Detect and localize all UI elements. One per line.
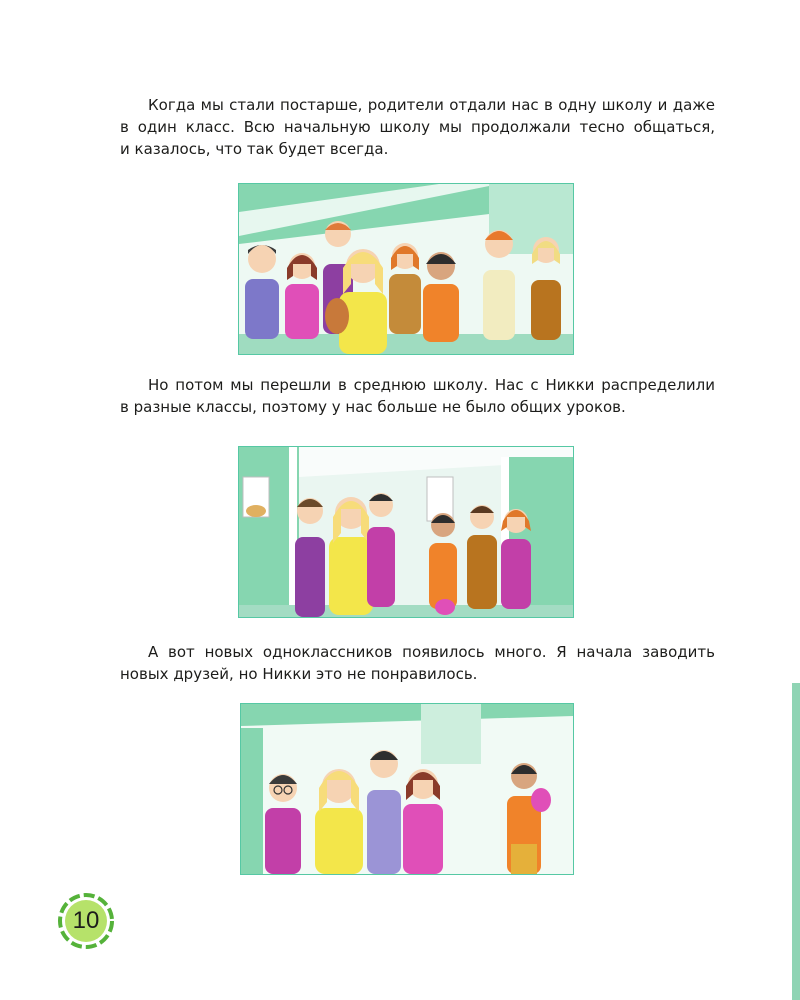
boy-blue-sweater xyxy=(245,245,279,339)
boy-glasses-purple xyxy=(265,774,301,874)
boy-cream-shirt xyxy=(483,230,515,340)
girl-orange-hair xyxy=(389,243,421,334)
girl-yellow-friend xyxy=(315,769,363,874)
boy-purple-jacket xyxy=(295,498,325,617)
illustration-hallway-doors xyxy=(238,446,574,618)
paragraph-3-line-1: А вот новых одноклассников появилось много. Я начала заводить xyxy=(148,643,715,661)
girl-brown-top xyxy=(531,237,561,340)
girl-pink-friend xyxy=(403,769,443,874)
girl-yellow-hallway xyxy=(329,497,373,615)
paragraph-2 xyxy=(120,374,715,418)
boy-lavender-shirt xyxy=(367,750,401,874)
girl-pink-top xyxy=(285,253,319,339)
boy-brown-vest xyxy=(467,505,497,609)
paragraph-1 xyxy=(120,94,715,160)
page-number: 10 xyxy=(72,907,100,934)
page-number-badge xyxy=(58,893,114,949)
illustration-new-friends xyxy=(240,703,574,875)
boy-magenta-shirt xyxy=(367,493,395,607)
paragraph-1-line-2: в один класс. Всю начальную школу мы продолжали тесно общаться, xyxy=(120,118,715,136)
girl-orange-dress xyxy=(423,252,459,342)
paragraph-1-line-3: и казалось, что так будет всегда. xyxy=(120,140,389,158)
girl-magenta-dress xyxy=(501,509,531,609)
paragraph-2-line-2: в разные классы, поэтому у нас больше не было общих уроков. xyxy=(120,398,626,416)
paragraph-3 xyxy=(120,641,715,685)
page-edge-strip xyxy=(792,683,800,1000)
paragraph-3-line-2: новых друзей, но Никки это не понравилось. xyxy=(120,665,478,683)
illustration-classmates-line xyxy=(238,183,574,355)
paragraph-1-line-1: Когда мы стали постарше, родители отдали нас в одну школу и даже xyxy=(148,96,715,114)
girl-orange-hallway xyxy=(429,513,457,615)
paragraph-2-line-1: Но потом мы перешли в среднюю школу. Нас с Никки распределили xyxy=(148,376,715,394)
